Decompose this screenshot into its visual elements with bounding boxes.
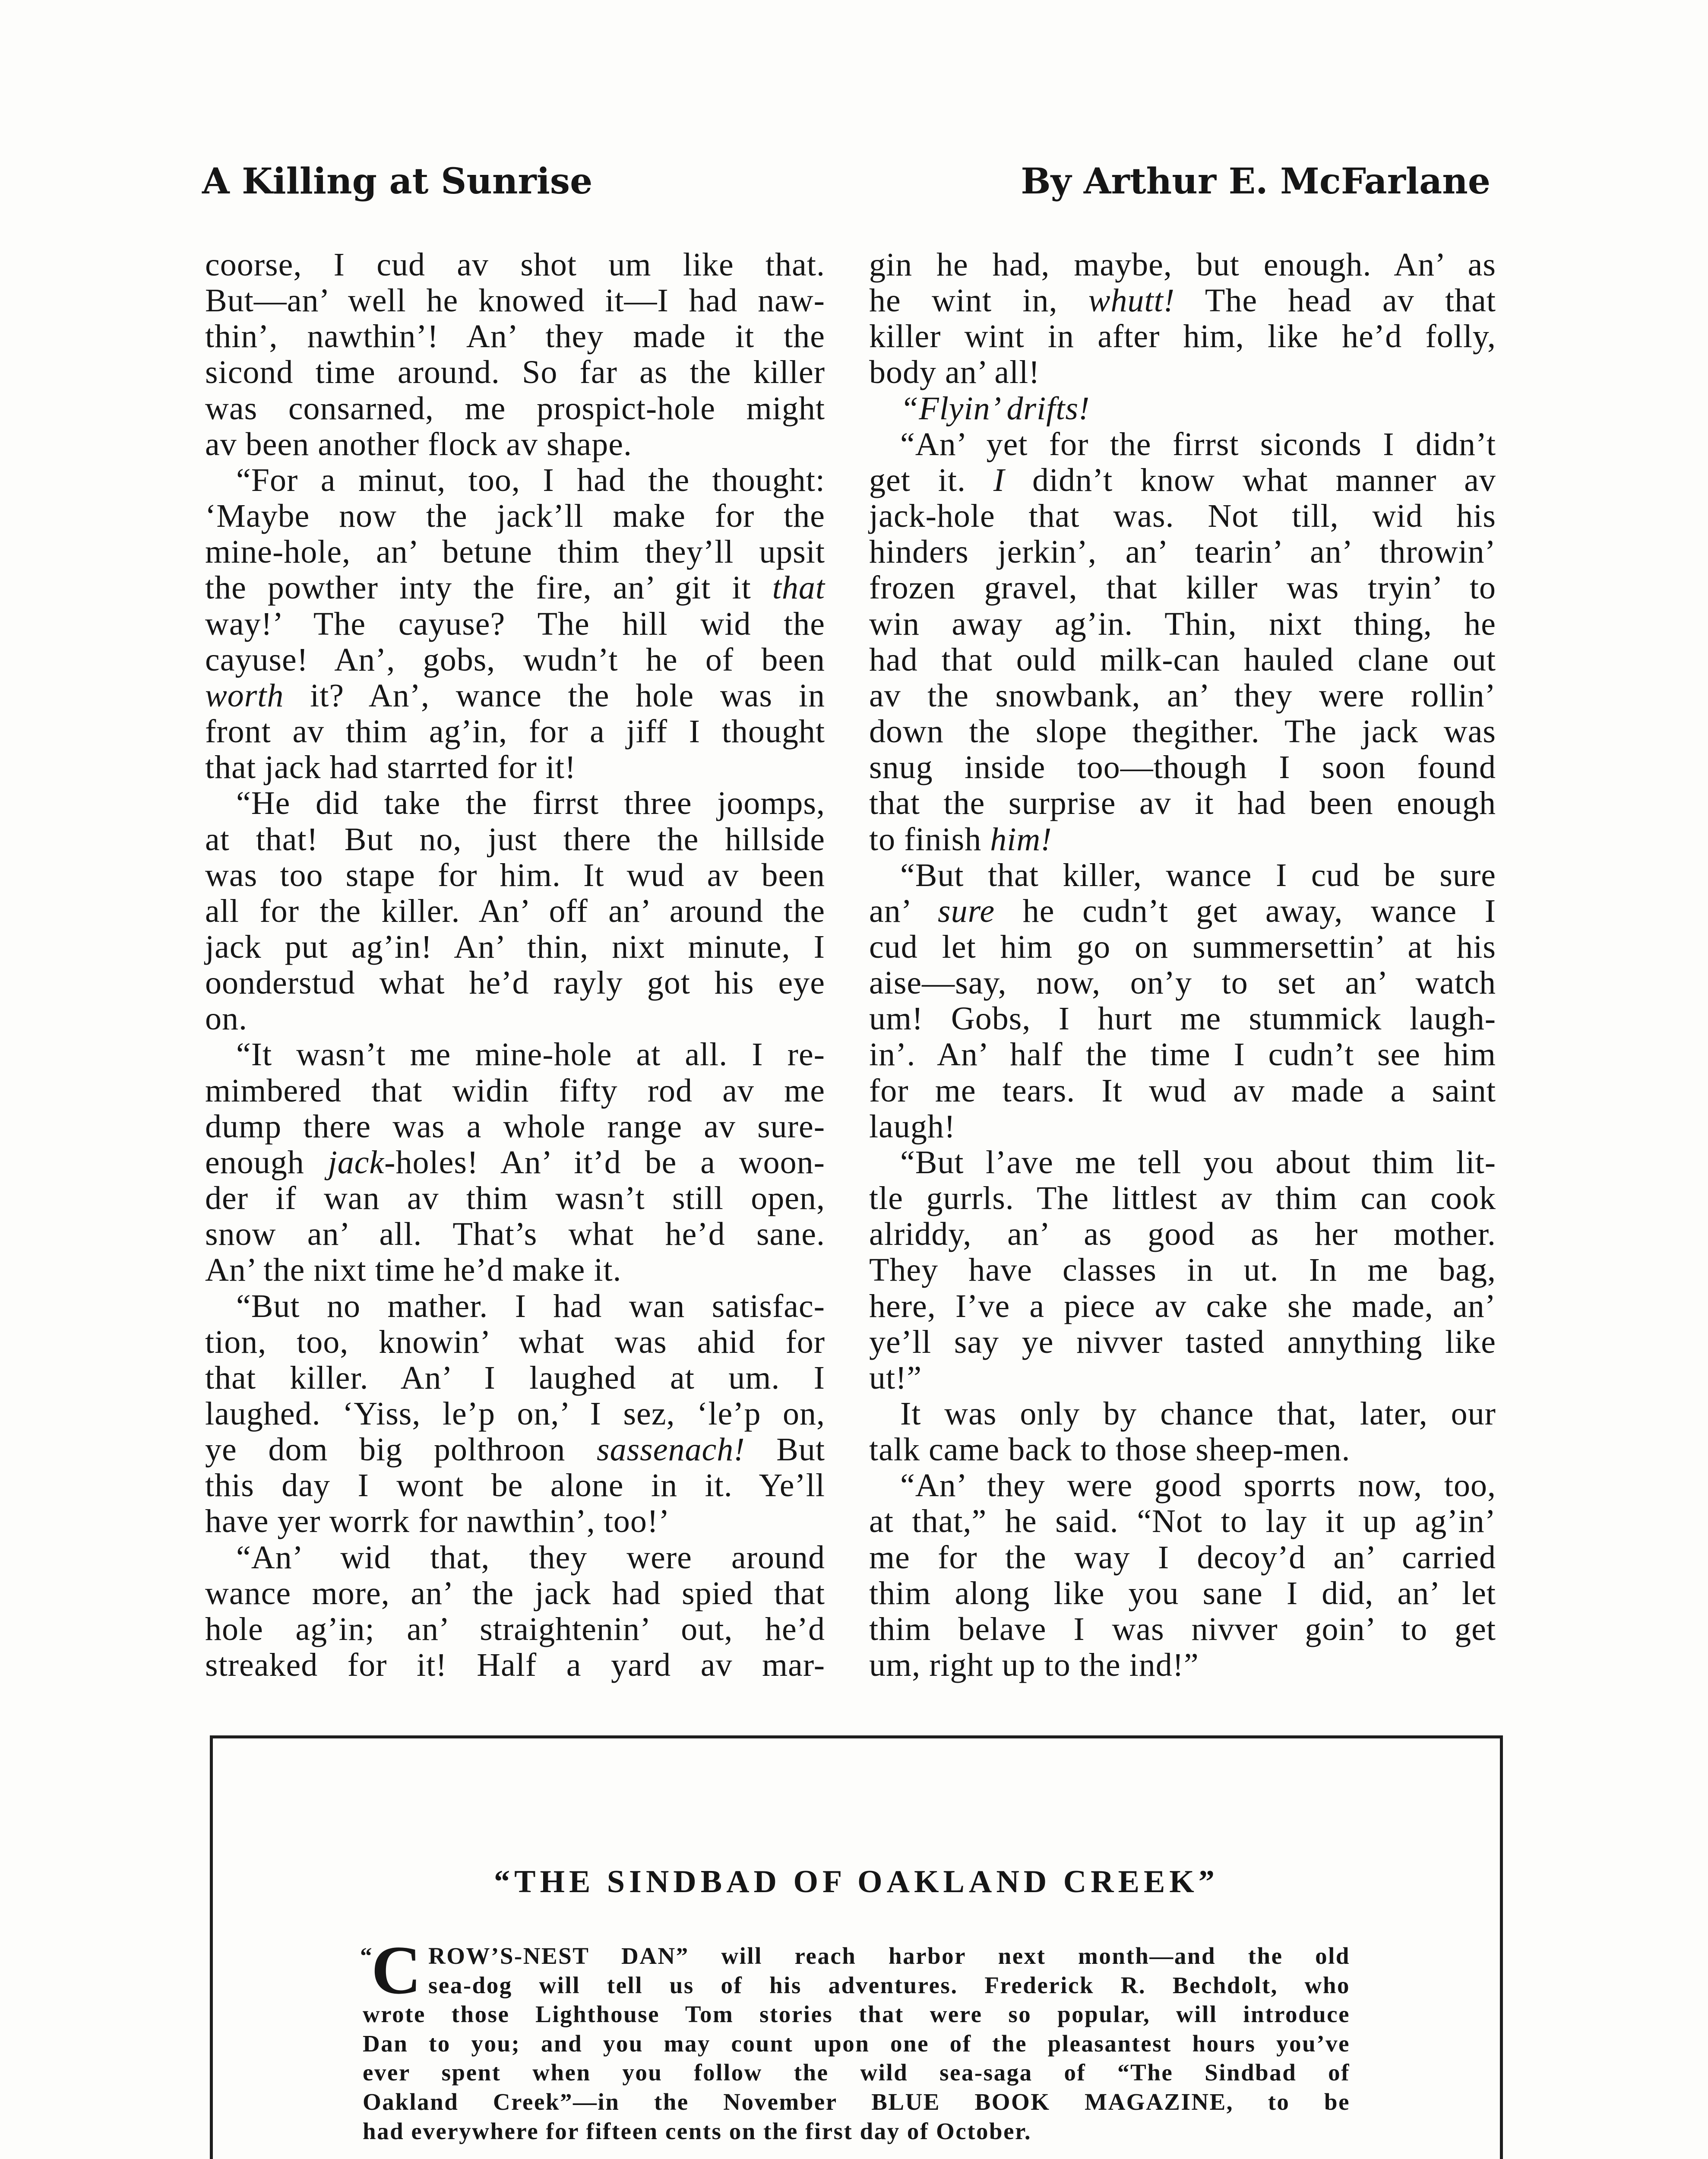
paragraph (869, 391, 1496, 427)
text-line: thim belave I was nivver goin’ to get (869, 1611, 1496, 1647)
paragraph (205, 1037, 825, 1288)
text-line: get it. I didn’t know what manner av (869, 462, 1496, 498)
text-line: thin’, nawthin’! An’ they made it the (205, 318, 825, 355)
paragraph (869, 247, 1496, 391)
text-line: streaked for it! Half a yard av mar- (205, 1647, 825, 1684)
text-line: on. (205, 1000, 247, 1037)
italic-text: “Flyin’ drifts! (900, 390, 1090, 427)
text-line: cayuse! An’, gobs, wudn’t he of been (205, 641, 825, 678)
paragraph (205, 785, 825, 1037)
text-line: av been another flock av shape. (205, 426, 633, 462)
paragraph (869, 858, 1496, 1145)
paragraph (869, 1468, 1496, 1683)
text-line: jack put ag’in! An’ thin, nixt minute, I (205, 928, 825, 965)
italic-text: jack (328, 1144, 385, 1181)
text-line: But—an’ well he knowed it—I had naw- (205, 282, 825, 319)
text-line: coorse, I cud av shot um like that. (205, 247, 825, 283)
italic-text: worth (205, 677, 284, 714)
text-line: dump there was a whole range av sure- (205, 1108, 825, 1145)
text-line: frozen gravel, that killer was tryin’ to (869, 570, 1496, 606)
text-line: had everywhere for fifteen cents on the first day of October. (363, 2118, 1032, 2144)
text-line: for me tears. It wud av made a saint (869, 1072, 1496, 1109)
text-line: cud let him go on summersettin’ at his (869, 928, 1496, 965)
text-line: the powther inty the fire, an’ git it that (205, 570, 825, 606)
paragraph (205, 1288, 825, 1540)
text-line (869, 391, 1496, 427)
text-line: tle gurrls. The littlest av thim can cook (869, 1180, 1496, 1217)
text-line: Oakland Creek”—in the November BLUE BOOK MAGAZINE, to be (363, 2088, 1350, 2115)
text-line: all for the killer. An’ off an’ around the (205, 893, 825, 929)
italic-text: I (993, 462, 1005, 498)
text-line: wrote those Lighthouse Tom stories that were so popular, will introduce (363, 2001, 1350, 2028)
text-line: that killer. An’ I laughed at um. I (205, 1359, 825, 1396)
paragraph (869, 1145, 1496, 1396)
text-line: was too stape for him. It wud av been (205, 857, 825, 893)
text-line: mimbered that widin fifty rod av me (205, 1072, 825, 1109)
text-line: jack-hole that was. Not till, wid his (869, 498, 1496, 535)
italic-text: sassenach! (597, 1431, 745, 1468)
text-line: ut!” (869, 1359, 922, 1396)
text-line: that jack had starrted for it! (205, 749, 576, 786)
text-line: front av thim ag’in, for a jiff I thought (205, 713, 825, 750)
text-line: win away ag’in. Thin, nixt thing, he (869, 605, 1496, 642)
announcement-title: “THE SINDBAD OF OAKLAND CREEK” (494, 1864, 1219, 1899)
left-column (205, 247, 825, 1683)
text-line: They have classes in ut. In me bag, (869, 1252, 1496, 1288)
text-line: “An’ wid that, they were around (236, 1539, 825, 1576)
announcement-body (363, 1941, 1350, 2146)
text-line: oonderstud what he’d rayly got his eye (205, 965, 825, 1001)
text-line: wance more, an’ the jack had spied that (205, 1575, 825, 1611)
text-line: he wint in, whutt! The head av that (869, 282, 1496, 319)
text-line: snow an’ all. That’s what he’d sane. (205, 1216, 825, 1253)
text-line: “It wasn’t me mine-hole at all. I re- (236, 1036, 825, 1073)
text-line: alriddy, an’ as good as her mother. (869, 1216, 1496, 1253)
text-line: “He did take the firrst three joomps, (236, 785, 825, 822)
text-line: av the snowbank, an’ they were rollin’ (869, 677, 1496, 714)
text-line: “But l’ave me tell you about thim lit- (900, 1144, 1496, 1181)
text-line: um! Gobs, I hurt me stummick laugh- (869, 1000, 1496, 1037)
italic-text: whutt! (1088, 282, 1175, 319)
text-line: thim along like you sane I did, an’ let (869, 1575, 1496, 1611)
text-line: laughed. ‘Yiss, le’p on,’ I sez, ‘le’p on, (205, 1396, 825, 1432)
italic-text: sure (938, 893, 995, 929)
text-line: It was only by chance that, later, our (900, 1396, 1496, 1432)
text-line: have yer worrk for nawthin’, too!’ (205, 1503, 670, 1540)
text-line: “But no mather. I had wan satisfac- (236, 1288, 825, 1324)
text-line: had that ould milk-can hauled clane out (869, 641, 1496, 678)
text-line: that the surprise av it had been enough (869, 785, 1496, 822)
text-line: laugh! (869, 1108, 956, 1145)
text-line: hole ag’in; an’ straightenin’ out, he’d (205, 1611, 825, 1647)
text-line: here, I’ve a piece av cake she made, an’ (869, 1288, 1496, 1324)
text-line: tion, too, knowin’ what was ahid for (205, 1323, 825, 1360)
byline: By Arthur E. McFarlane (1021, 161, 1490, 202)
text-line: ever spent when you follow the wild sea-saga of “The Sindbad of (363, 2059, 1350, 2086)
text-line: ye dom big polthroon sassenach! But (205, 1431, 825, 1468)
text-line: sea-dog will tell us of his adventures. Frederick R. Bechdolt, who (428, 1972, 1350, 1998)
text-line: me for the way I decoy’d an’ carried (869, 1539, 1496, 1576)
text-line: Dan to you; and you may count upon one of the pleasantest hours you’ve (363, 2030, 1350, 2057)
text-line: “An’ yet for the firrst siconds I didn’t (900, 426, 1496, 462)
text-line: talk came back to those sheep-men. (869, 1431, 1351, 1468)
text-line: way!’ The cayuse? The hill wid the (205, 605, 825, 642)
drop-cap-quote: “ (360, 1943, 372, 1969)
text-line: snug inside too—though I soon found (869, 749, 1496, 786)
paragraph (869, 1396, 1496, 1468)
text-line: at that! But no, just there the hillside (205, 821, 825, 858)
text-line: mine-hole, an’ betune thim they’ll upsit (205, 534, 825, 570)
story-title: A Killing at Sunrise (202, 161, 593, 202)
right-column (869, 247, 1496, 1683)
paragraph (205, 1540, 825, 1684)
drop-cap: C (371, 1931, 421, 2008)
text-line: “But that killer, wance I cud be sure (900, 857, 1496, 893)
text-line: enough jack-holes! An’ it’d be a woon- (205, 1144, 825, 1181)
text-line: gin he had, maybe, but enough. An’ as (869, 247, 1496, 283)
text-line: ‘Maybe now the jack’ll make for the (205, 498, 825, 535)
text-line: an’ sure he cudn’t get away, wance I (869, 893, 1496, 929)
text-line: to finish him! (869, 821, 1052, 858)
italic-text: that (772, 570, 825, 606)
paragraph (205, 462, 825, 785)
text-line: ye’ll say ye nivver tasted annything like (869, 1323, 1496, 1360)
italic-text: him! (990, 821, 1052, 858)
text-line: down the slope thegither. The jack was (869, 713, 1496, 750)
text-line: sicond time around. So far as the killer (205, 354, 825, 391)
text-line: aise—say, now, on’y to set an’ watch (869, 965, 1496, 1001)
text-line: was consarned, me prospict-hole might (205, 390, 825, 427)
text-line: at that,” he said. “Not to lay it up ag’in’ (869, 1503, 1496, 1540)
text-line: in’. An’ half the time I cudn’t see him (869, 1036, 1496, 1073)
text-line: body an’ all! (869, 354, 1040, 391)
text-line: this day I wont be alone in it. Ye’ll (205, 1467, 825, 1504)
text-line: An’ the nixt time he’d make it. (205, 1252, 622, 1288)
text-line: der if wan av thim wasn’t still open, (205, 1180, 825, 1217)
paragraph (869, 427, 1496, 858)
text-line: hinders jerkin’, an’ tearin’ an’ throwin’ (869, 534, 1496, 570)
text-line: ROW’S-NEST DAN” will reach harbor next month—and the old (428, 1943, 1350, 1969)
text-line: “For a minut, too, I had the thought: (236, 462, 825, 498)
text-line: killer wint in after him, like he’d folly, (869, 318, 1496, 355)
text-line: “An’ they were good sporrts now, too, (900, 1467, 1496, 1504)
text-line: worth it? An’, wance the hole was in (205, 677, 825, 714)
paragraph (205, 247, 825, 462)
text-line: um, right up to the ind!” (869, 1647, 1199, 1684)
